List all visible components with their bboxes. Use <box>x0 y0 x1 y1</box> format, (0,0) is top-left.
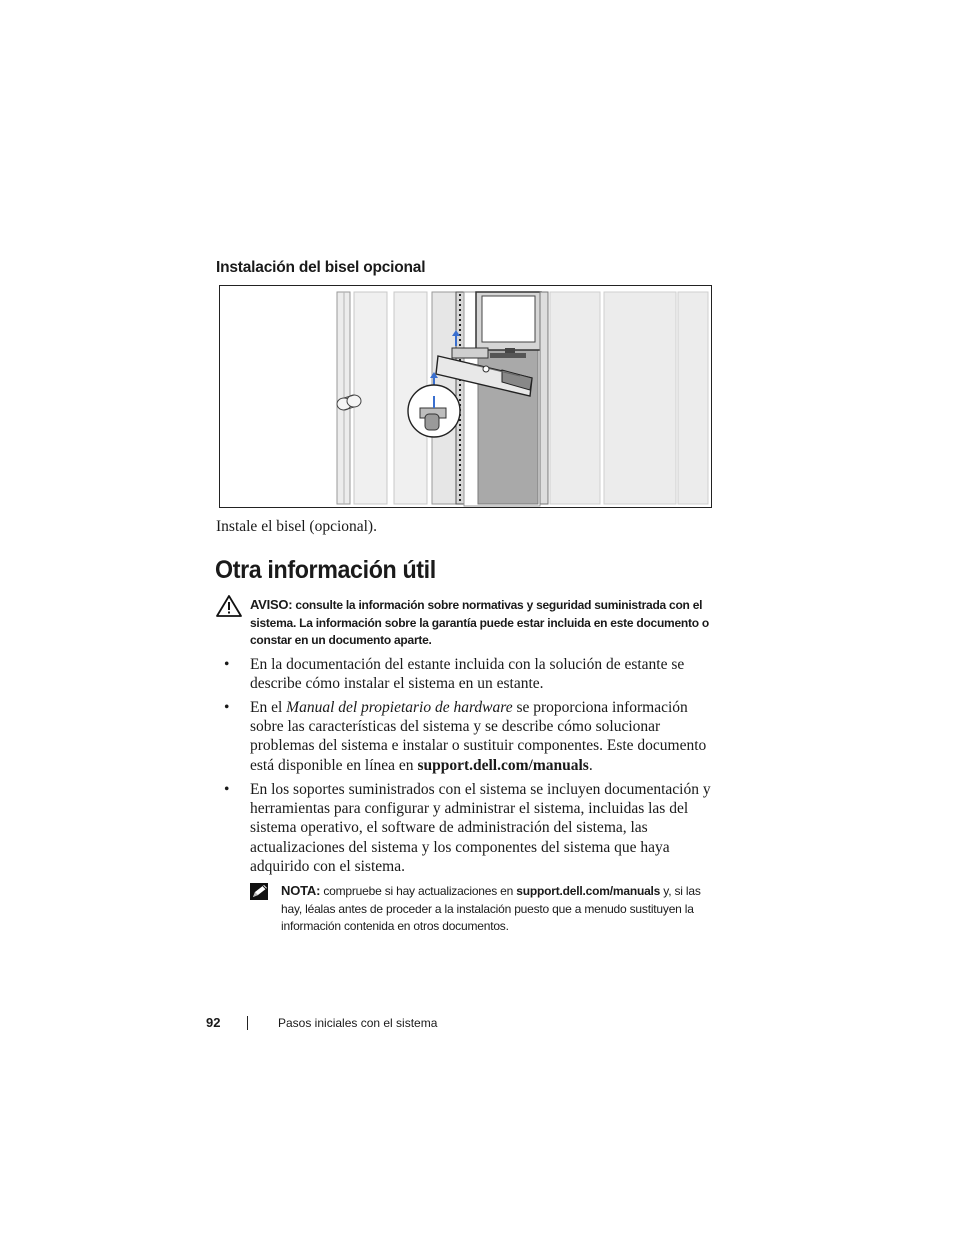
section-heading: Instalación del bisel opcional <box>216 259 426 276</box>
main-title: Otra información útil <box>215 556 436 584</box>
list-item-text: En el Manual del propietario de hardware se proporciona información sobre las características del sistema y se describe cómo solucionar problemas del sistema e instalar o sustituir componentes. Este documento está disponible en línea en support.dell.com/manuals. <box>250 699 707 774</box>
list-item-text: En la documentación del estante incluida con la solución de estante se describe cómo instalar el sistema en un estante. <box>250 656 685 693</box>
warning-text <box>250 596 715 650</box>
note-text: NOTA: compruebe si hay actualizaciones en support.dell.com/manuals y, si las hay, léalas antes de proceder a la instalación puesto que a menudo sustituyen la información contenida en otros documentos. <box>281 883 701 933</box>
bullet-dot: • <box>224 781 230 798</box>
note-label: NOTA: <box>281 883 321 898</box>
footer-divider <box>247 1016 248 1030</box>
bullet-dot: • <box>224 656 230 673</box>
figure-caption: Instale el bisel (opcional). <box>216 518 377 535</box>
support-link[interactable]: support.dell.com/manuals <box>417 756 589 774</box>
page-number: 92 <box>206 1015 221 1030</box>
manual-title: Manual del propietario de hardware <box>286 699 513 716</box>
pencil-note-icon <box>249 882 271 907</box>
warning-body: consulte la información sobre normativas y seguridad suministrada con el sistema. La información sobre la garantía puede estar incluida en este documento o constar en un documento aparte. <box>250 598 709 647</box>
warning-label: AVISO: <box>250 597 293 612</box>
bullet-dot: • <box>224 699 230 716</box>
warning-triangle-icon <box>215 594 243 623</box>
footer-doc-title: Pasos iniciales con el sistema <box>278 1016 438 1030</box>
list-item-text: En los soportes suministrados con el sistema se incluyen documentación y herramientas para configurar y administrar el sistema, incluidas las del sistema operativo, el software de administración del sistema, las actualizaciones del sistema y los componentes del sistema que haya adquirido con el sistema. <box>250 781 711 875</box>
bezel-installation-illustration <box>219 285 712 508</box>
support-link[interactable]: support.dell.com/manuals <box>516 884 661 898</box>
